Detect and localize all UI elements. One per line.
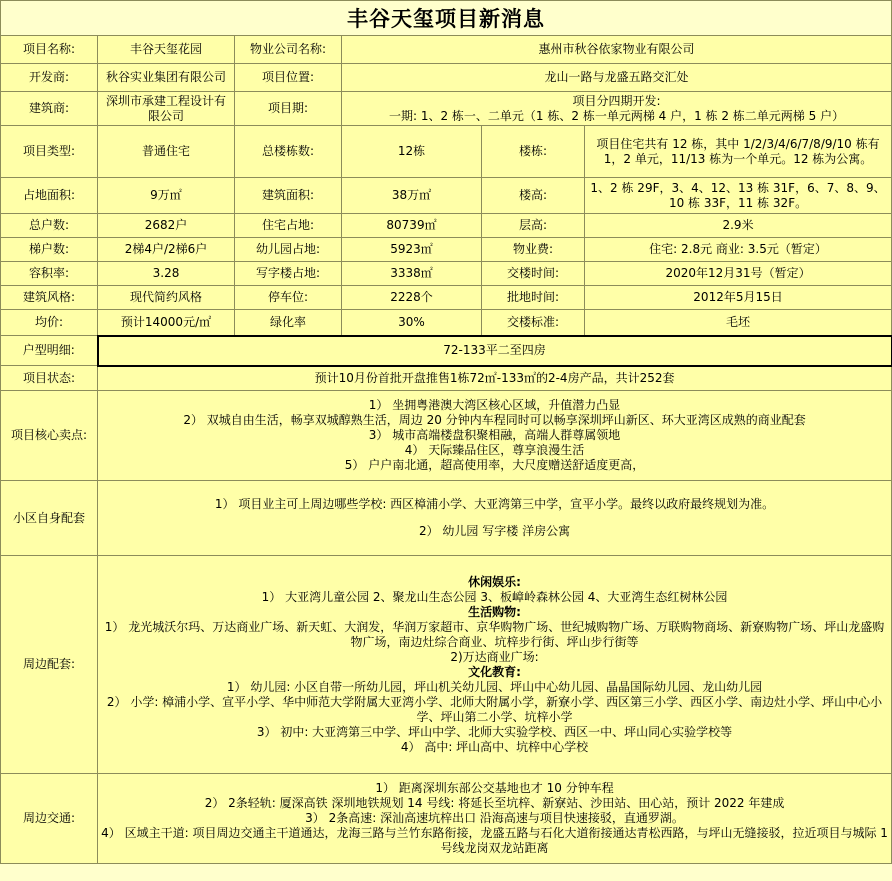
project-name-label: 项目名称: bbox=[1, 36, 98, 64]
unit-types-label: 户型明细: bbox=[1, 336, 98, 366]
delivery-time-value: 2020年12月31号（暂定） bbox=[585, 262, 892, 286]
style-value: 现代简约风格 bbox=[98, 286, 235, 310]
land-area-label: 占地面积: bbox=[1, 178, 98, 214]
avg-price-label: 均价: bbox=[1, 310, 98, 336]
phase-label: 项目期: bbox=[235, 92, 342, 126]
selling-point-item: 3） 城市高端楼盘积聚相融，高端人群尊属领地 bbox=[368, 428, 621, 442]
kindergarten-land-label: 幼儿园占地: bbox=[235, 238, 342, 262]
selling-points-label: 项目核心卖点: bbox=[1, 391, 98, 481]
buildings-value: 项目住宅共有 12 栋，其中 1/2/3/4/6/7/8/9/10 栋有 1，2 单元，11/13 栋为一个单元。12 栋为公寓。 bbox=[585, 126, 892, 178]
approval-time-value: 2012年5月15日 bbox=[585, 286, 892, 310]
total-buildings-value: 12栋 bbox=[342, 126, 482, 178]
property-fee-label: 物业费: bbox=[482, 238, 585, 262]
traffic-label: 周边交通: bbox=[1, 774, 98, 864]
residential-land-label: 住宅占地: bbox=[235, 214, 342, 238]
education-heading: 文化教育: bbox=[468, 664, 521, 679]
floors-value: 1、2 栋 29F，3、4、12、13 栋 31F，6、7、8、9、10 栋 33F，11 栋 32F。 bbox=[585, 178, 892, 214]
shopping-list-1: 1） 龙光城沃尔玛、万达商业广场、新天虹、大润发，华润万家超市、京华购物广场、世纪城购物广场、万联购物商场、新寮购物广场、坪山龙盛购物广场，南边灶综合商业、坑梓步行街、坪山步行街等 bbox=[104, 619, 885, 649]
green-rate-label: 绿化率 bbox=[235, 310, 342, 336]
parking-label: 停车位: bbox=[235, 286, 342, 310]
buildings-label: 楼栋: bbox=[482, 126, 585, 178]
office-land-label: 写字楼占地: bbox=[235, 262, 342, 286]
unit-types-value[interactable]: 72-133平二至四房 bbox=[98, 336, 892, 366]
approval-time-label: 批地时间: bbox=[482, 286, 585, 310]
developer-value: 秋谷实业集团有限公司 bbox=[98, 64, 235, 92]
parking-value: 2228个 bbox=[342, 286, 482, 310]
floors-label: 楼高: bbox=[482, 178, 585, 214]
selling-point-item: 2） 双城自由生活，畅享双城醇熟生活，周边 20 分钟内车程同时可以畅享深圳坪山新区、环大亚湾区成熟的商业配套 bbox=[183, 413, 806, 427]
delivery-standard-value: 毛坯 bbox=[585, 310, 892, 336]
office-land-value: 3338㎡ bbox=[342, 262, 482, 286]
property-fee-value: 住宅: 2.8元 商业: 3.5元（暂定） bbox=[585, 238, 892, 262]
elevators-label: 梯户数: bbox=[1, 238, 98, 262]
phase-line-1: 项目分四期开发: bbox=[572, 93, 661, 108]
property-company-label: 物业公司名称: bbox=[235, 36, 342, 64]
avg-price-value: 预计14000元/㎡ bbox=[98, 310, 235, 336]
status-label: 项目状态: bbox=[1, 366, 98, 391]
surroundings-content bbox=[98, 556, 892, 774]
shopping-list-2: 2)万达商业广场: bbox=[450, 649, 539, 664]
education-kindergarten: 1） 幼儿园: 小区自带一所幼儿园，坪山机关幼儿园、坪山中心幼儿园、晶晶国际幼儿园、龙山幼儿园 bbox=[226, 679, 763, 694]
delivery-time-label: 交楼时间: bbox=[482, 262, 585, 286]
selling-points-list bbox=[98, 391, 892, 481]
location-label: 项目位置: bbox=[235, 64, 342, 92]
elevators-value: 2梯4户/2梯6户 bbox=[98, 238, 235, 262]
phase-value bbox=[342, 92, 892, 126]
leisure-heading: 休闲娱乐: bbox=[468, 574, 521, 589]
type-label: 项目类型: bbox=[1, 126, 98, 178]
surroundings-label: 周边配套: bbox=[1, 556, 98, 774]
far-label: 容积率: bbox=[1, 262, 98, 286]
community-line-2: 2） 幼儿园 写字楼 洋房公寓 bbox=[418, 524, 571, 538]
developer-label: 开发商: bbox=[1, 64, 98, 92]
location-value: 龙山一路与龙盛五路交汇处 bbox=[342, 64, 892, 92]
delivery-standard-label: 交楼标准: bbox=[482, 310, 585, 336]
community-content bbox=[98, 481, 892, 556]
traffic-item: 1） 距离深圳东部公交基地也才 10 分钟车程 bbox=[375, 781, 614, 795]
phase-line-2: 一期: 1、2 栋一、二单元（1 栋、2 栋一单元两梯 4 户，1 栋 2 栋二单元两梯 5 户） bbox=[388, 108, 845, 123]
builder-value: 深圳市承建工程设计有限公司 bbox=[98, 92, 235, 126]
project-name-value: 丰谷天玺花园 bbox=[98, 36, 235, 64]
property-company-value: 惠州市秋谷依家物业有限公司 bbox=[342, 36, 892, 64]
total-buildings-label: 总楼栋数: bbox=[235, 126, 342, 178]
page-title: 丰谷天玺项目新消息 bbox=[1, 1, 892, 36]
land-area-value: 9万㎡ bbox=[98, 178, 235, 214]
traffic-item: 2） 2条轻轨: 厦深高铁 深圳地铁规划 14 号线: 将延长至坑梓、新寮站、沙田站、田心站，预计 2022 年建成 bbox=[204, 796, 785, 810]
traffic-item: 3） 2条高速: 深汕高速坑梓出口 沿海高速与项目快速接驳，直通罗湖。 bbox=[305, 811, 684, 825]
selling-point-item: 1） 坐拥粤港澳大湾区核心区域，升值潜力凸显 bbox=[368, 398, 621, 412]
floor-height-label: 层高: bbox=[482, 214, 585, 238]
selling-point-item: 4） 天际臻品住区，尊享浪漫生活 bbox=[404, 443, 585, 457]
green-rate-value: 30% bbox=[342, 310, 482, 336]
households-label: 总户数: bbox=[1, 214, 98, 238]
building-area-value: 38万㎡ bbox=[342, 178, 482, 214]
residential-land-value: 80739㎡ bbox=[342, 214, 482, 238]
leisure-list: 1） 大亚湾儿童公园 2、聚龙山生态公园 3、板嶂岭森林公园 4、大亚湾生态红树林公园 bbox=[261, 589, 728, 604]
builder-label: 建筑商: bbox=[1, 92, 98, 126]
education-primary: 2） 小学: 樟浦小学、宣平小学、华中师范大学附属大亚湾小学、北师大附属小学，新寮小学、西区第三小学、西区小学、南边灶小学、坪山中心小学、坪山第二小学、坑梓小学 bbox=[106, 694, 883, 724]
households-value: 2682户 bbox=[98, 214, 235, 238]
education-high: 4） 高中: 坪山高中、坑梓中心学校 bbox=[400, 739, 589, 754]
status-value: 预计10月份首批开盘推售1栋72㎡-133㎡的2-4房产品，共计252套 bbox=[98, 366, 892, 391]
community-line-1: 1） 项目业主可上周边哪些学校: 西区樟浦小学、大亚湾第三中学，宣平小学。最终以政府最终规划为准。 bbox=[214, 497, 775, 511]
type-value: 普通住宅 bbox=[98, 126, 235, 178]
education-middle: 3） 初中: 大亚湾第三中学、坪山中学、北师大实验学校、西区一中、坪山同心实验学校等 bbox=[256, 724, 733, 739]
shopping-heading: 生活购物: bbox=[468, 604, 521, 619]
traffic-content bbox=[98, 774, 892, 864]
traffic-item: 4） 区域主干道: 项目周边交通主干道通达，龙海三路与兰竹东路衔接，龙盛五路与石化大道衔接通达青松西路，与坪山无缝接驳，拉近项目与城际 1 号线龙岗双龙站距离 bbox=[101, 826, 888, 855]
selling-point-item: 5） 户户南北通，超高使用率，大尺度赠送舒适度更高， bbox=[344, 458, 645, 472]
community-label: 小区自身配套 bbox=[1, 481, 98, 556]
floor-height-value: 2.9米 bbox=[585, 214, 892, 238]
kindergarten-land-value: 5923㎡ bbox=[342, 238, 482, 262]
building-area-label: 建筑面积: bbox=[235, 178, 342, 214]
style-label: 建筑风格: bbox=[1, 286, 98, 310]
far-value: 3.28 bbox=[98, 262, 235, 286]
